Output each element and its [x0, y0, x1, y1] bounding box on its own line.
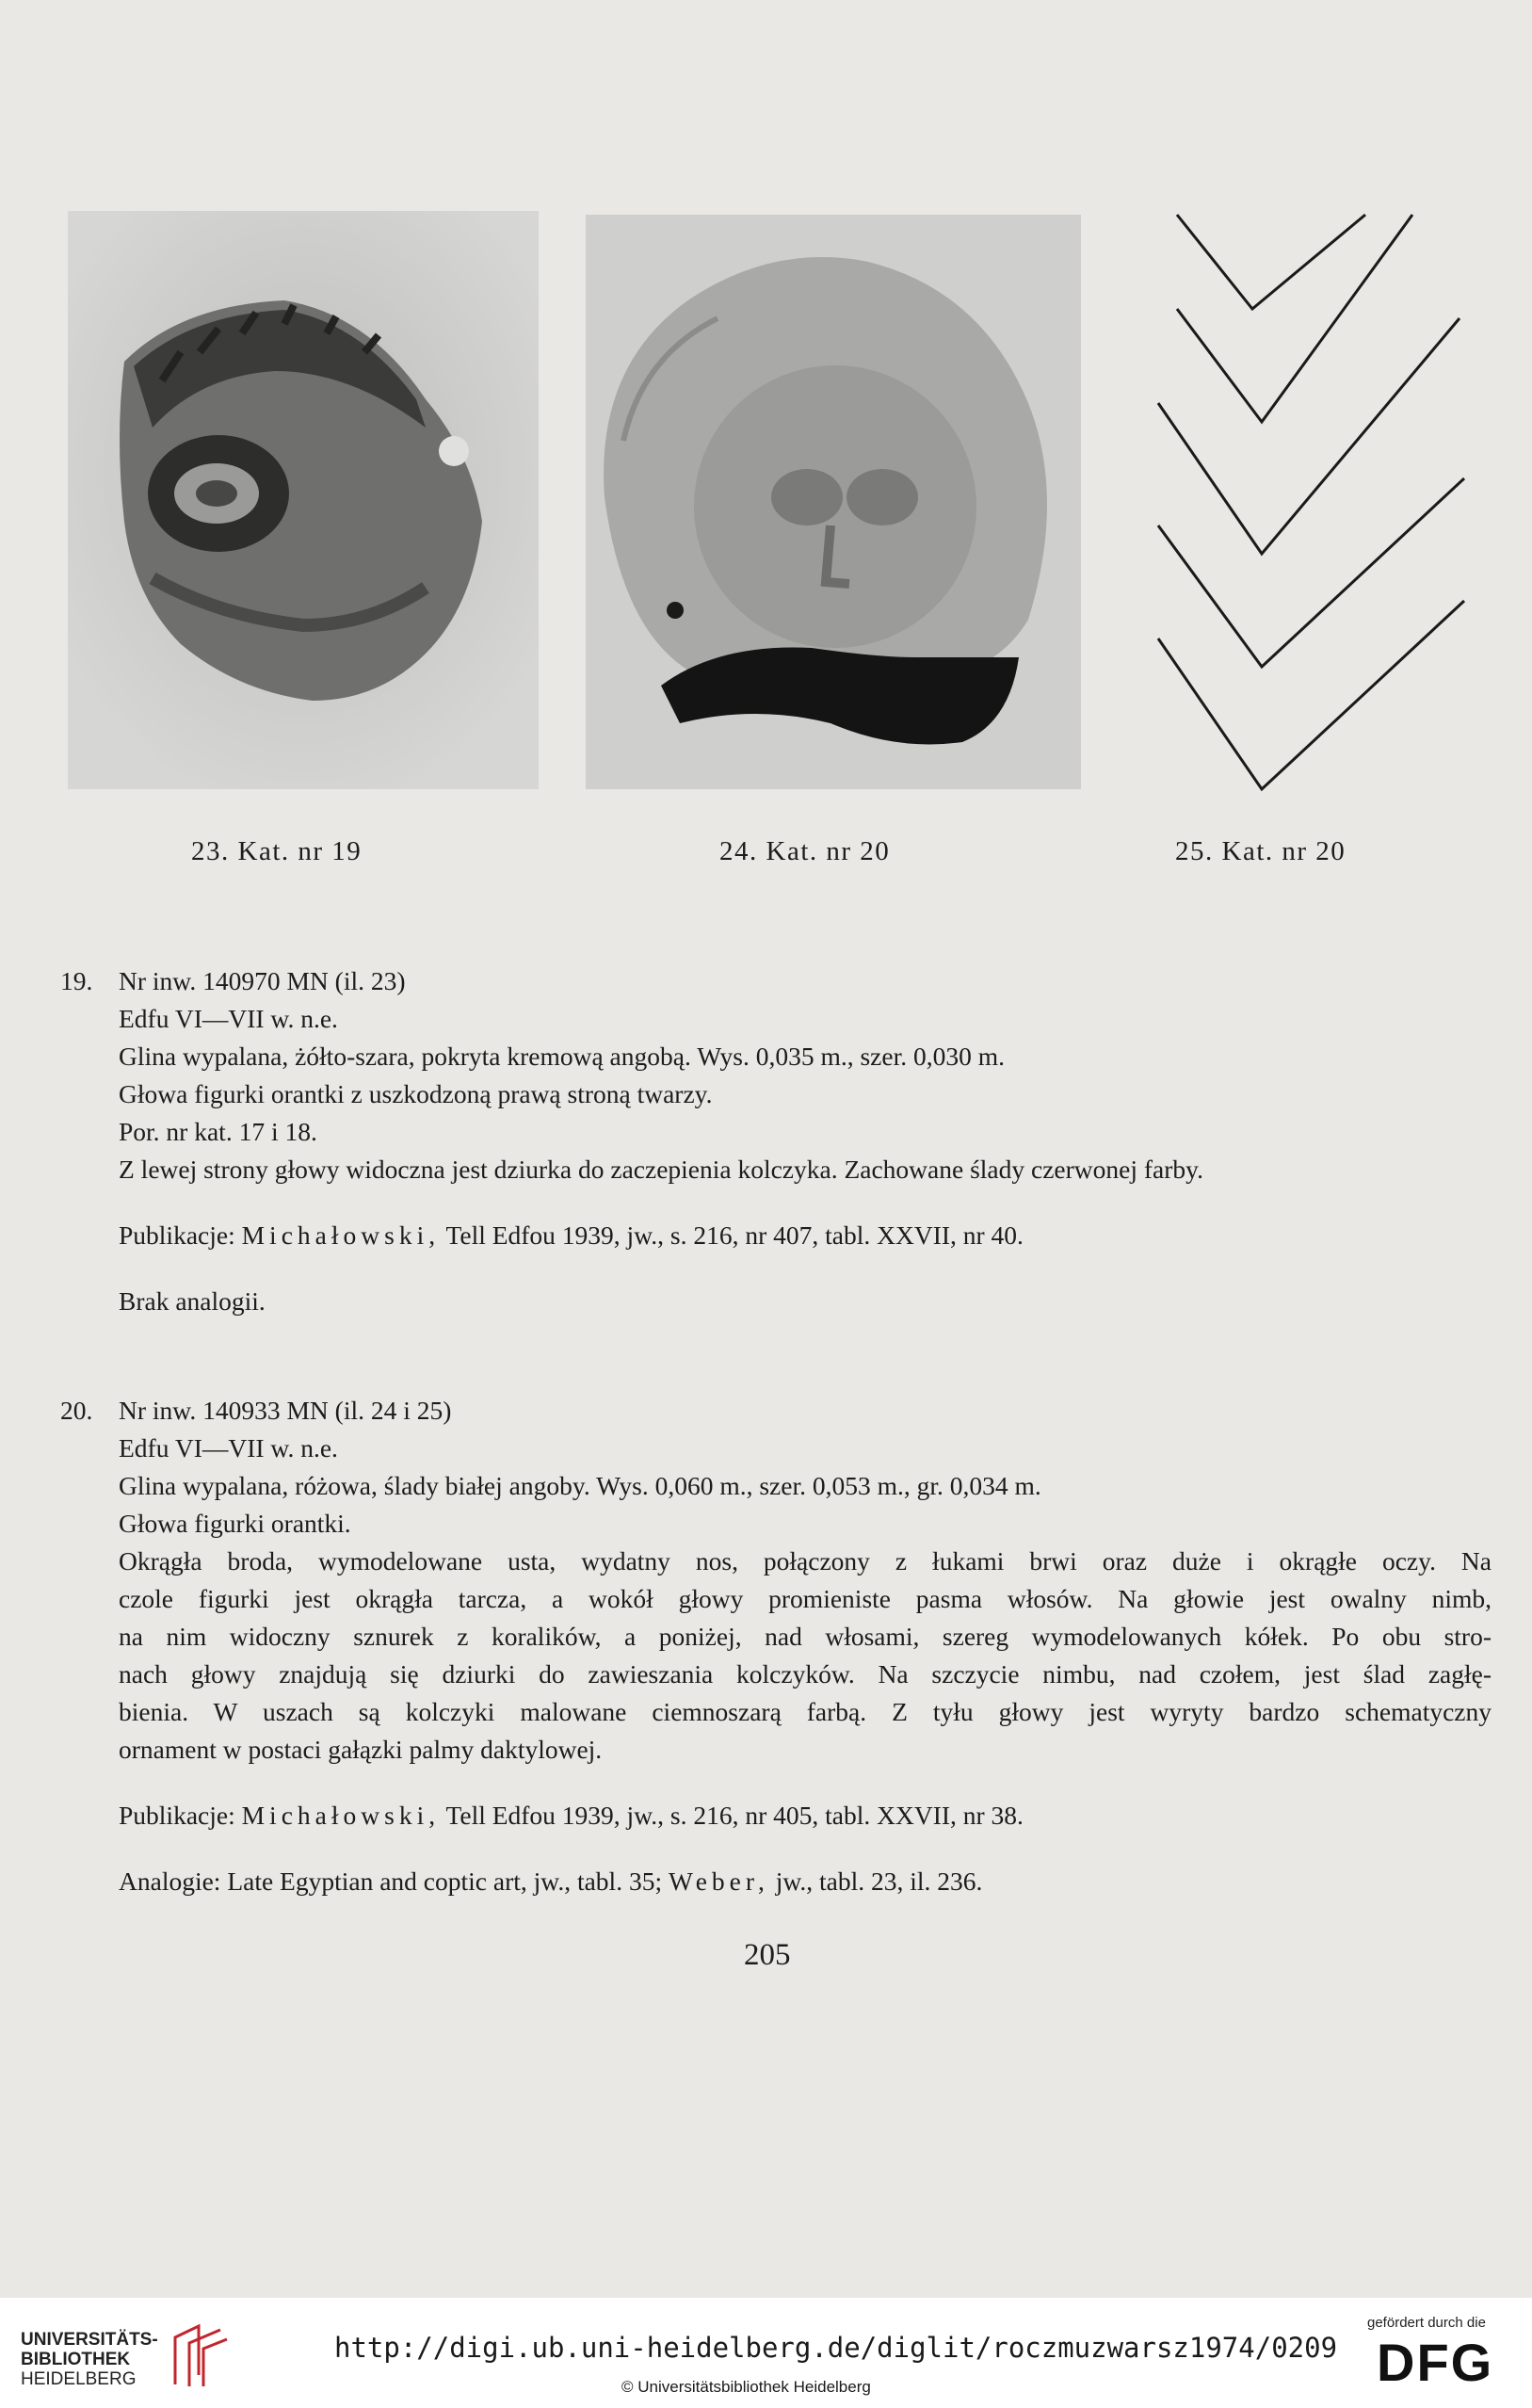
- library-name: UNIVERSITÄTS- BIBLIOTHEK HEIDELBERG: [21, 2330, 158, 2389]
- entry-19-publication: Publikacje: Michałowski, Tell Edfou 1939, jw., s. 216, nr 407, tabl. XXVII, nr 40.: [119, 1220, 1024, 1250]
- entry-19-line-1: [60, 962, 1492, 1000]
- entry-20-number: 20.: [60, 1396, 93, 1425]
- entry-19-line-6: Z lewej strony głowy widoczna jest dziurka do zaczepienia kolczyka. Zachowane ślady czerwonej farby.: [119, 1155, 1203, 1184]
- caption-figure-25: 25. Kat. nr 20: [1175, 836, 1347, 866]
- entry-20-line-4: Głowa figurki orantki.: [119, 1509, 351, 1538]
- entry-20-line-3: Glina wypalana, różowa, ślady białej angoby. Wys. 0,060 m., szer. 0,053 m., gr. 0,034 m.: [119, 1471, 1041, 1500]
- entry-20-analogy: Analogie: Late Egyptian and coptic art, jw., tabl. 35; Weber, jw., tabl. 23, il. 236.: [119, 1867, 983, 1896]
- figure-23-photo: [68, 211, 539, 789]
- entry-19-line-4: Głowa figurki orantki z uszkodzoną prawą stroną twarzy.: [119, 1079, 713, 1108]
- page-number: 205: [744, 1938, 791, 1972]
- figure-24-photo: [586, 215, 1081, 789]
- permalink-url[interactable]: http://digi.ub.uni-heidelberg.de/diglit/roczmuzwarsz1974/0209: [334, 2332, 1338, 2364]
- entry-19-analogy-note: Brak analogii.: [119, 1286, 266, 1316]
- funded-by-label: gefördert durch die: [1367, 2315, 1486, 2331]
- entry-20-line-2: Edfu VI—VII w. n.e.: [119, 1433, 338, 1463]
- catalog-entry-19: [60, 962, 1492, 1320]
- entry-19-line-2: Edfu VI—VII w. n.e.: [119, 1004, 338, 1033]
- catalog-entry-20: [60, 1392, 1492, 1900]
- figure-25-chevron-drawing: [1130, 205, 1483, 808]
- copyright-notice: © Universitätsbibliothek Heidelberg: [621, 2378, 871, 2396]
- dfg-logo: DFG: [1377, 2333, 1494, 2392]
- entry-19-number: 19.: [60, 966, 93, 995]
- entry-20-description: Okrągła broda, wymodelowane usta, wydatny nos, połączony z łukami brwi oraz duże i okrągłe oczy. Na czole figurki jest okrągła tarcza, a wokół głowy promieniste pasma włosów. Na głowie jest owalny nimb, na nim widoczny sznurek z koralików, a poniżej, nad włosami, szereg wymodelowanych kółek. Po obu stro- nach głowy znajdują się dziurki do zawieszania kolczyków. Na szczycie nimbu, nad czołem, jest ślad zagłę- bienia. W uszach są kolczyki malowane ciemnoszarą farbą. Z tyłu głowy jest wyryty bardzo schematyczny ornament w postaci gałązki palmy daktylowej.: [119, 1546, 1492, 1764]
- entry-19-line-5: Por. nr kat. 17 i 18.: [119, 1117, 317, 1146]
- entry-20-inventory: Nr inw. 140933 MN (il. 24 i 25): [119, 1396, 452, 1425]
- entry-19-inventory: Nr inw. 140970 MN (il. 23): [119, 966, 406, 995]
- caption-figure-23: 23. Kat. nr 19: [191, 836, 363, 866]
- caption-figure-24: 24. Kat. nr 20: [719, 836, 891, 866]
- entry-19-line-3: Glina wypalana, żółto-szara, pokryta kremową angobą. Wys. 0,035 m., szer. 0,030 m.: [119, 1042, 1005, 1071]
- entry-20-publication: Publikacje: Michałowski, Tell Edfou 1939, jw., s. 216, nr 405, tabl. XXVII, nr 38.: [119, 1801, 1024, 1830]
- entry-20-line-1: [60, 1392, 1492, 1430]
